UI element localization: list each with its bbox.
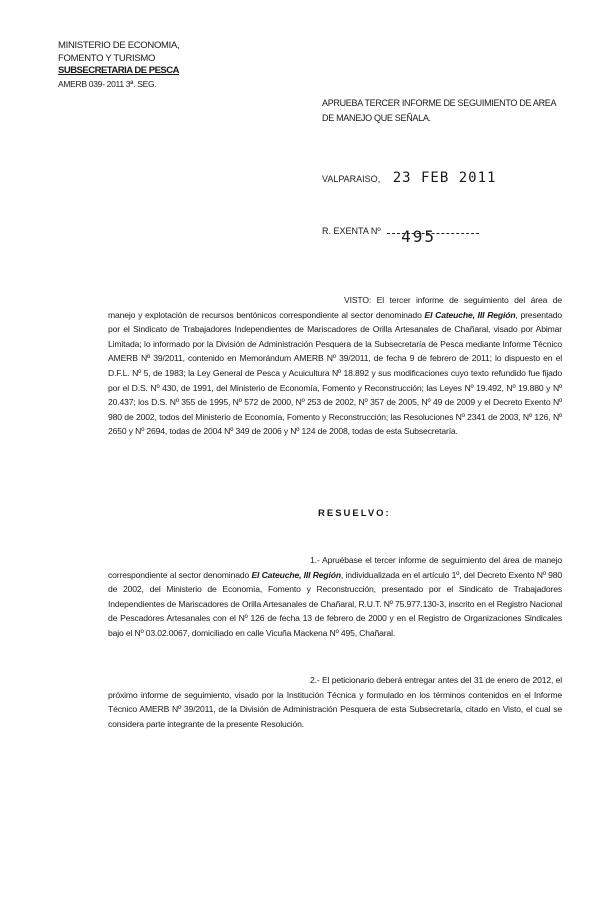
- article-1-lead: 1.- Apruébase el tercer informe de seguimiento del área de manejo correspondiente al sector denominado: [108, 555, 562, 580]
- article-2-text: 2.- El peticionario deberá entregar antes del 31 de enero de 2012, el próximo informe de seguimiento, visado por la Institución Técnica y formulado en los términos contenidos en el Informe Técnico AMERB Nº 39/2011, de la División de Administración Pesquera de esta Subsecretaría, citado en Visto, el cual se considera parte integrante de la presente Resolución.: [108, 675, 562, 729]
- resolution-label: R. EXENTA Nº: [322, 226, 381, 236]
- date-place: VALPARAISO,: [322, 174, 381, 184]
- visto-lead: VISTO:: [344, 295, 372, 305]
- letterhead: [58, 40, 208, 90]
- article-1-paragraph: [108, 553, 562, 641]
- reference-code: AMERB 039- 2011 3ª. SEG.: [58, 78, 157, 89]
- undersecretariat-name: SUBSECRETARIA DE PESCA: [58, 65, 179, 76]
- article-2-paragraph: [108, 673, 562, 731]
- ministry-name-continued: FOMENTO Y TURISMO: [58, 52, 156, 64]
- resolution-number-line: [322, 226, 479, 246]
- dateline: [322, 170, 496, 186]
- subject-line-1: APRUEBA TERCER INFORME DE SEGUIMIENTO DE AREA: [322, 98, 557, 108]
- subject-block: [322, 96, 570, 126]
- resolution-number-blank: [387, 227, 479, 246]
- resuelvo-heading: RESUELVO:: [318, 508, 391, 519]
- visto-sector: El Cateuche, III Región: [424, 309, 516, 320]
- visto-text-2: , presentado por el Sindicato de Trabajadores Independientes de Mariscadores de Orilla Artesanales de Chañaral, visado por Abimar Limitada; lo informado por la División de Administración Pesquera de la Subsecretaría de Pesca mediante Informe Técnico AMERB Nº 39/2011, contenido en Memorándum AMERB Nº 39/2011, de fecha 9 de febrero de 2011; lo dispuesto en el D.F.L. Nº 5, de 1983; la Ley General de Pesca y Acuicultura Nº 18.892 y sus modificaciones cuyo texto refundido fue fijado por el D.S. Nº 430, de 1991, del Ministerio de Economía, Fomento y Reconstrucción; las Leyes Nº 19.492, Nº 19.880 y Nº 20.437; los D.S. Nº 355 de 1995, Nº 572 de 2000, Nº 253 de 2002, Nº 357 de 2005, Nº 49 de 2009 y el Decreto Exento Nº 980 de 2002, todos del Ministerio de Economía, Fomento y Reconstrucción; las Resoluciones Nº 2341 de 2003, Nº 126, Nº 2650 y Nº 2694, todas de 2004 Nº 349 de 2006 y Nº 124 de 2008, todas de esta Subsecretaría.: [108, 309, 562, 437]
- date-stamp: 23 FEB 2011: [392, 170, 497, 186]
- article-1-sector: El Cateuche, III Región: [251, 569, 341, 580]
- ministry-name: MINISTERIO DE ECONOMIA,: [58, 40, 180, 51]
- article-1-rest: , individualizada en el artículo 1º, del Decreto Exento Nº 980 de 2002, del Ministerio de Economía, Fomento y Reconstrucción, presentado por el Sindicato de Trabajadores Independientes de Mariscadores de Orilla Artesanales de Chañaral, R.U.T. Nº 75.977.130-3, inscrito en el Registro Nacional de Pescadores Artesanales con el Nº 126 de fecha 13 de febrero de 2000 y en el Registro de Organizaciones Sindicales bajo el Nº 03.02.0067, domiciliado en calle Vicuña Mackena Nº 495, Chañaral.: [108, 569, 562, 638]
- visto-paragraph: [108, 293, 562, 439]
- subject-line-2: DE MANEJO QUE SEÑALA.: [322, 113, 431, 123]
- resolution-number: 495: [401, 227, 437, 246]
- visto-text-1: El tercer informe de seguimiento del área de manejo y explotación de recursos bentónicos correspondiente al sector denominado: [108, 295, 562, 320]
